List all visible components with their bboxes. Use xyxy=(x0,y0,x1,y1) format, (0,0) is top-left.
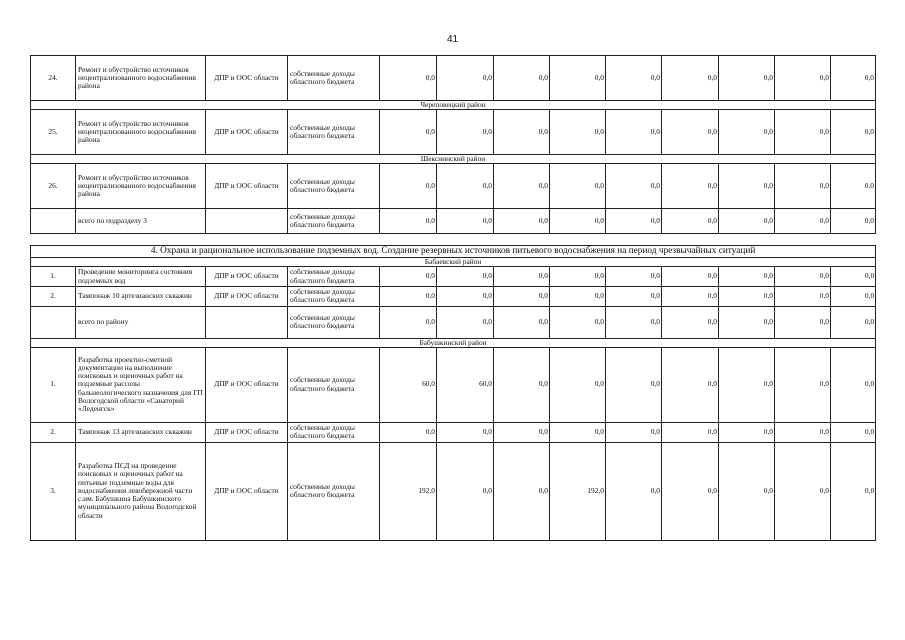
amount-cell: 60,0 xyxy=(437,347,494,422)
amount-cell: 0,0 xyxy=(550,209,606,234)
table-row xyxy=(31,267,876,287)
amount-cell: 0,0 xyxy=(606,164,662,209)
section-header-row xyxy=(31,246,876,258)
amount-cell: 0,0 xyxy=(380,209,437,234)
amount-cell: 0,0 xyxy=(380,422,437,442)
funding-source: собственные доходы областного бюджета xyxy=(288,442,380,540)
budget-table-section-4 xyxy=(30,245,876,541)
amount-cell: 0,0 xyxy=(775,164,831,209)
measure-description: Тампонаж 10 артезианских скважин xyxy=(76,287,206,307)
executor-cell: ДПР и ООС области xyxy=(206,442,288,540)
table-row xyxy=(31,209,876,234)
amount-cell: 0,0 xyxy=(662,110,719,155)
amount-cell: 0,0 xyxy=(494,164,550,209)
funding-source: собственные доходы областного бюджета xyxy=(288,306,380,338)
amount-cell: 0,0 xyxy=(437,287,494,307)
funding-source: собственные доходы областного бюджета xyxy=(288,209,380,234)
amount-cell: 0,0 xyxy=(380,306,437,338)
row-number: 24. xyxy=(31,56,76,101)
row-number: 1. xyxy=(31,267,76,287)
amount-cell: 0,0 xyxy=(437,110,494,155)
amount-cell: 0,0 xyxy=(662,267,719,287)
amount-cell: 0,0 xyxy=(380,287,437,307)
amount-cell: 0,0 xyxy=(380,110,437,155)
funding-source: собственные доходы областного бюджета xyxy=(288,164,380,209)
district-title: Череповецкий район xyxy=(31,101,876,110)
amount-cell: 0,0 xyxy=(606,287,662,307)
executor-cell xyxy=(206,306,288,338)
budget-table-subsection-3 xyxy=(30,55,876,234)
executor-cell: ДПР и ООС области xyxy=(206,422,288,442)
amount-cell: 0,0 xyxy=(437,306,494,338)
amount-cell: 0,0 xyxy=(494,110,550,155)
amount-cell: 192,0 xyxy=(380,442,437,540)
amount-cell: 0,0 xyxy=(494,287,550,307)
section-title: 4. Охрана и рациональное использование подземных вод. Создание резервных источников питьевого водоснабжения на период чрезвычайных ситуаций xyxy=(31,246,876,258)
amount-cell: 0,0 xyxy=(550,287,606,307)
district-header-row xyxy=(31,155,876,164)
measure-description: Разработка ПСД на проведение поисковых и оценочных работ на питьевые подземные воды для водоснабжения левобережной части с.им. Бабушкина Бабушкинского муниципального района Вологодской области xyxy=(76,442,206,540)
amount-cell: 0,0 xyxy=(719,422,775,442)
amount-cell: 0,0 xyxy=(550,110,606,155)
amount-cell: 0,0 xyxy=(719,287,775,307)
executor-cell: ДПР и ООС области xyxy=(206,56,288,101)
table-row xyxy=(31,56,876,101)
amount-cell: 0,0 xyxy=(775,306,831,338)
amount-cell: 0,0 xyxy=(775,287,831,307)
amount-cell: 0,0 xyxy=(719,267,775,287)
amount-cell: 0,0 xyxy=(494,347,550,422)
row-number: 3. xyxy=(31,442,76,540)
row-number: 25. xyxy=(31,110,76,155)
amount-cell: 0,0 xyxy=(662,422,719,442)
amount-cell: 0,0 xyxy=(380,267,437,287)
amount-cell: 0,0 xyxy=(606,422,662,442)
amount-cell: 0,0 xyxy=(662,209,719,234)
table-row xyxy=(31,306,876,338)
funding-source: собственные доходы областного бюджета xyxy=(288,267,380,287)
table-row xyxy=(31,442,876,540)
amount-cell: 0,0 xyxy=(437,267,494,287)
amount-cell: 0,0 xyxy=(831,306,876,338)
amount-cell: 0,0 xyxy=(437,422,494,442)
district-title: Бабушкинский район xyxy=(31,338,876,347)
amount-cell: 0,0 xyxy=(775,110,831,155)
amount-cell: 0,0 xyxy=(494,306,550,338)
table-row xyxy=(31,164,876,209)
amount-cell: 0,0 xyxy=(831,442,876,540)
measure-description: всего по району xyxy=(76,306,206,338)
amount-cell: 0,0 xyxy=(606,110,662,155)
amount-cell: 0,0 xyxy=(775,56,831,101)
measure-description: Тампонаж 13 артезианских скважин xyxy=(76,422,206,442)
executor-cell: ДПР и ООС области xyxy=(206,287,288,307)
amount-cell: 0,0 xyxy=(662,164,719,209)
measure-description: Проведение мониторинга состояния подземных вод xyxy=(76,267,206,287)
amount-cell: 0,0 xyxy=(606,267,662,287)
amount-cell: 0,0 xyxy=(719,347,775,422)
amount-cell: 0,0 xyxy=(494,267,550,287)
amount-cell: 0,0 xyxy=(775,422,831,442)
amount-cell: 0,0 xyxy=(662,306,719,338)
amount-cell: 0,0 xyxy=(662,287,719,307)
amount-cell: 0,0 xyxy=(606,347,662,422)
amount-cell: 0,0 xyxy=(606,442,662,540)
amount-cell: 0,0 xyxy=(550,56,606,101)
district-header-row xyxy=(31,101,876,110)
table-row xyxy=(31,110,876,155)
amount-cell: 0,0 xyxy=(831,209,876,234)
amount-cell: 0,0 xyxy=(831,110,876,155)
district-title: Шекснинский район xyxy=(31,155,876,164)
amount-cell: 0,0 xyxy=(831,164,876,209)
amount-cell: 0,0 xyxy=(437,56,494,101)
row-number xyxy=(31,306,76,338)
amount-cell: 0,0 xyxy=(606,306,662,338)
district-header-row xyxy=(31,258,876,267)
table-row xyxy=(31,287,876,307)
executor-cell: ДПР и ООС области xyxy=(206,347,288,422)
amount-cell: 0,0 xyxy=(775,347,831,422)
table-row xyxy=(31,422,876,442)
amount-cell: 0,0 xyxy=(550,306,606,338)
funding-source: собственные доходы областного бюджета xyxy=(288,347,380,422)
amount-cell: 0,0 xyxy=(831,287,876,307)
executor-cell xyxy=(206,209,288,234)
amount-cell: 0,0 xyxy=(719,209,775,234)
amount-cell: 0,0 xyxy=(380,164,437,209)
district-title: Бабаевский район xyxy=(31,258,876,267)
amount-cell: 0,0 xyxy=(494,209,550,234)
amount-cell: 0,0 xyxy=(550,422,606,442)
executor-cell: ДПР и ООС области xyxy=(206,110,288,155)
row-number: 2. xyxy=(31,287,76,307)
amount-cell: 0,0 xyxy=(437,209,494,234)
page-number: 41 xyxy=(446,34,459,45)
amount-cell: 0,0 xyxy=(380,56,437,101)
amount-cell: 0,0 xyxy=(550,164,606,209)
executor-cell: ДПР и ООС области xyxy=(206,164,288,209)
amount-cell: 0,0 xyxy=(719,110,775,155)
amount-cell: 0,0 xyxy=(719,442,775,540)
amount-cell: 0,0 xyxy=(831,267,876,287)
amount-cell: 0,0 xyxy=(831,422,876,442)
district-header-row xyxy=(31,338,876,347)
amount-cell: 0,0 xyxy=(550,347,606,422)
funding-source: собственные доходы областного бюджета xyxy=(288,56,380,101)
measure-description: Ремонт и обустройство источников нецентрализованного водоснабжения района xyxy=(76,110,206,155)
funding-source: собственные доходы областного бюджета xyxy=(288,422,380,442)
amount-cell: 0,0 xyxy=(662,56,719,101)
executor-cell: ДПР и ООС области xyxy=(206,267,288,287)
amount-cell: 60,0 xyxy=(380,347,437,422)
measure-description: Ремонт и обустройство источников нецентрализованного водоснабжения района xyxy=(76,164,206,209)
row-number xyxy=(31,209,76,234)
row-number: 26. xyxy=(31,164,76,209)
funding-source: собственные доходы областного бюджета xyxy=(288,287,380,307)
amount-cell: 0,0 xyxy=(775,442,831,540)
amount-cell: 192,0 xyxy=(550,442,606,540)
amount-cell: 0,0 xyxy=(494,422,550,442)
amount-cell: 0,0 xyxy=(606,56,662,101)
row-number: 1. xyxy=(31,347,76,422)
measure-description: Ремонт и обустройство источников нецентрализованного водоснабжения района xyxy=(76,56,206,101)
amount-cell: 0,0 xyxy=(719,56,775,101)
measure-description: Разработка проектно-сметной документации на выполнение поисковых и оценочных работ на подземные рассолы бальнеологического назначения для ГП Вологодской области «Санаторий «Леденгск» xyxy=(76,347,206,422)
amount-cell: 0,0 xyxy=(662,442,719,540)
amount-cell: 0,0 xyxy=(437,442,494,540)
amount-cell: 0,0 xyxy=(550,267,606,287)
amount-cell: 0,0 xyxy=(494,56,550,101)
amount-cell: 0,0 xyxy=(775,267,831,287)
amount-cell: 0,0 xyxy=(494,442,550,540)
amount-cell: 0,0 xyxy=(719,164,775,209)
amount-cell: 0,0 xyxy=(437,164,494,209)
measure-description: всего по подразделу 3 xyxy=(76,209,206,234)
funding-source: собственные доходы областного бюджета xyxy=(288,110,380,155)
amount-cell: 0,0 xyxy=(831,56,876,101)
amount-cell: 0,0 xyxy=(719,306,775,338)
row-number: 2. xyxy=(31,422,76,442)
amount-cell: 0,0 xyxy=(606,209,662,234)
amount-cell: 0,0 xyxy=(775,209,831,234)
amount-cell: 0,0 xyxy=(831,347,876,422)
table-row xyxy=(31,347,876,422)
amount-cell: 0,0 xyxy=(662,347,719,422)
